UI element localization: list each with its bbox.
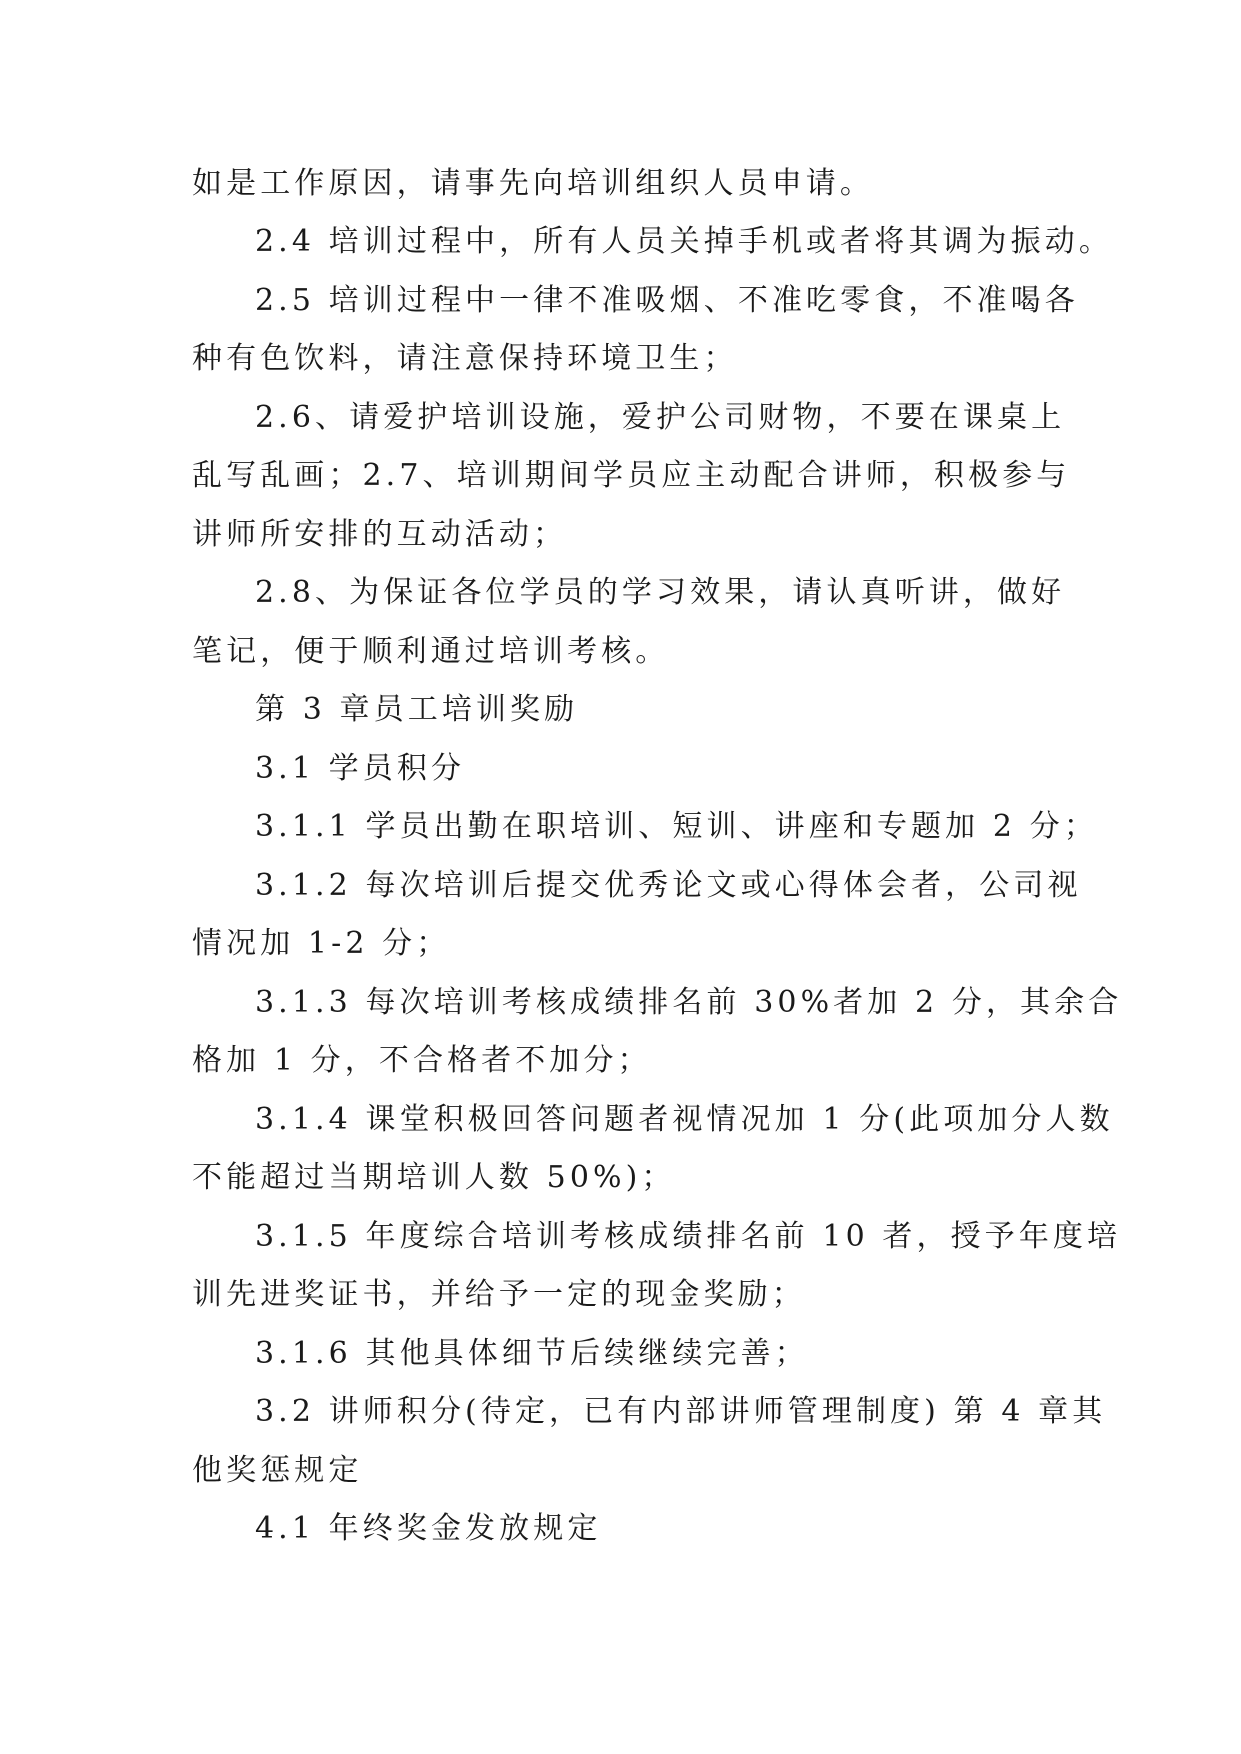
paragraph-line: 2.6、请爱护培训设施，爱护公司财物，不要在课桌上	[255, 400, 1066, 435]
section-heading: 4.1 年终奖金发放规定	[255, 1511, 602, 1546]
paragraph-line: 3.1.4 课堂积极回答问题者视情况加 1 分(此项加分人数	[255, 1102, 1114, 1137]
paragraph-line: 如是工作原因，请事先向培训组织人员申请。	[192, 166, 874, 201]
section-heading: 3.1 学员积分	[255, 751, 466, 786]
paragraph-line: 乱写乱画；2.7、培训期间学员应主动配合讲师，积极参与	[192, 458, 1071, 493]
paragraph-line: 笔记，便于顺利通过培训考核。	[192, 634, 670, 669]
paragraph-line: 3.2 讲师积分(待定，已有内部讲师管理制度) 第 4 章其	[255, 1394, 1107, 1429]
paragraph-line: 2.4 培训过程中，所有人员关掉手机或者将其调为振动。	[255, 224, 1113, 259]
paragraph-line: 3.1.2 每次培训后提交优秀论文或心得体会者，公司视	[255, 868, 1082, 903]
paragraph-line: 讲师所安排的互动活动；	[192, 517, 568, 552]
paragraph-line: 3.1.6 其他具体细节后续继续完善；	[255, 1336, 809, 1371]
paragraph-line: 2.8、为保证各位学员的学习效果，请认真听讲，做好	[255, 575, 1066, 610]
paragraph-line: 不能超过当期培训人数 50%)；	[192, 1160, 676, 1195]
paragraph-line: 种有色饮料，请注意保持环境卫生；	[192, 341, 738, 376]
paragraph-line: 3.1.5 年度综合培训考核成绩排名前 10 者，授予年度培	[255, 1219, 1122, 1254]
paragraph-line: 训先进奖证书，并给予一定的现金奖励；	[192, 1277, 806, 1312]
chapter-heading: 第 3 章员工培训奖励	[255, 692, 579, 727]
paragraph-line: 3.1.3 每次培训考核成绩排名前 30%者加 2 分，其余合	[255, 985, 1123, 1020]
paragraph-line: 3.1.1 学员出勤在职培训、短训、讲座和专题加 2 分；	[255, 809, 1098, 844]
paragraph-line: 情况加 1-2 分；	[192, 926, 451, 961]
paragraph-line: 他奖惩规定	[192, 1453, 363, 1488]
paragraph-line: 格加 1 分，不合格者不加分；	[192, 1043, 652, 1078]
paragraph-line: 2.5 培训过程中一律不准吸烟、不准吃零食，不准喝各	[255, 283, 1079, 318]
